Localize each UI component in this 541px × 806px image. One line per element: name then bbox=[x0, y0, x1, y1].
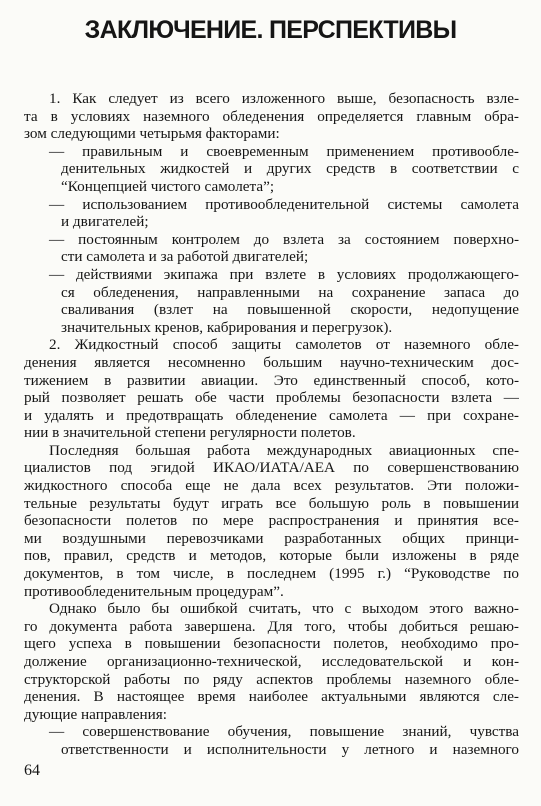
text-line: Однако было бы ошибкой считать, что с выходом этого важно- bbox=[49, 600, 519, 618]
text-line: 2. Жидкостный способ защиты самолетов от наземного обле- bbox=[49, 336, 519, 354]
text-line: щего успеха в повышении безопасности полетов, необходимо про- bbox=[24, 635, 519, 653]
text-line: ся обледенения, направленными на сохранение запаса до bbox=[61, 283, 519, 301]
body-text bbox=[24, 90, 519, 759]
text-line: денения является несомненно большим научно-техническим дос- bbox=[24, 353, 519, 371]
text-line: и двигателей; bbox=[61, 213, 149, 231]
text-line: сваливания (взлет на повышенной скорости, недопущение bbox=[61, 301, 519, 319]
text-line: противообледенительным процедурам”. bbox=[24, 582, 284, 600]
text-line: та в условиях наземного обледенения определяется главным обра- bbox=[24, 107, 519, 125]
text-line: сти самолета и за работой двигателей; bbox=[61, 248, 309, 266]
text-line: го документа работа завершена. Для того, чтобы добиться решаю- bbox=[24, 617, 519, 635]
text-line: — использованием противообледенительной системы самолета bbox=[49, 195, 519, 213]
text-line: дующие направления: bbox=[24, 705, 167, 723]
text-line: ми воздушными перевозчиками разработанных общих принци- bbox=[24, 529, 519, 547]
text-line: жидкостного способа еще не дала всех результатов. Эти положи- bbox=[24, 477, 519, 495]
text-line: структорской работы по ряду аспектов проблемы наземного обле- bbox=[24, 670, 519, 688]
page-number: 64 bbox=[24, 762, 40, 779]
text-line: тижением в развитии авиации. Это единственный способ, кото- bbox=[24, 371, 519, 389]
text-line: зом следующими четырьмя факторами: bbox=[24, 125, 280, 143]
text-line: 1. Как следует из всего изложенного выше, безопасность взле- bbox=[49, 90, 519, 107]
text-line: тельные результаты будут играть все большую роль в повышении bbox=[24, 494, 519, 512]
text-line: денительных жидкостей и других средств в соответствии с bbox=[61, 160, 519, 178]
text-line: Последняя большая работа международных авиационных спе- bbox=[49, 441, 519, 459]
text-line: документов, в том числе, в последнем (1995 г.) “Руководстве по bbox=[24, 565, 519, 583]
text-line: “Концепцией чистого самолета”; bbox=[61, 177, 275, 195]
text-line: — действиями экипажа при взлете в условиях продолжающего- bbox=[49, 265, 519, 283]
text-line: и удалять и предотвращать обледенение самолета — при сохране- bbox=[24, 406, 519, 424]
page-title: ЗАКЛЮЧЕНИЕ. ПЕРСПЕКТИВЫ bbox=[84, 16, 457, 44]
text-line: — совершенствование обучения, повышение знаний, чувства bbox=[49, 723, 519, 741]
text-line: — правильным и своевременным применением противообле- bbox=[49, 142, 519, 160]
text-line: нии в значительной степени регулярности полетов. bbox=[24, 424, 356, 442]
text-line: должение организационно-технической, исследовательской и кон- bbox=[24, 653, 519, 670]
text-line: значительных кренов, кабрирования и перегрузок). bbox=[61, 318, 393, 336]
text-line: рый позволяет решать обе части проблемы безопасности взлета — bbox=[24, 389, 519, 407]
text-line: циалистов под эгидой ИКАО/ИАТА/АЕА по совершенствованию bbox=[24, 459, 519, 477]
text-line: пов, правил, средств и методов, которые были изложены в ряде bbox=[24, 547, 519, 565]
text-line: — постоянным контролем до взлета за состоянием поверхно- bbox=[49, 230, 519, 248]
text-line: безопасности полетов по мере распространения и принятия все- bbox=[24, 512, 519, 530]
text-line: денения. В настоящее время наиболее актуальными являются сле- bbox=[24, 688, 519, 706]
text-line: ответственности и исполнительности у летного и наземного bbox=[61, 740, 519, 758]
